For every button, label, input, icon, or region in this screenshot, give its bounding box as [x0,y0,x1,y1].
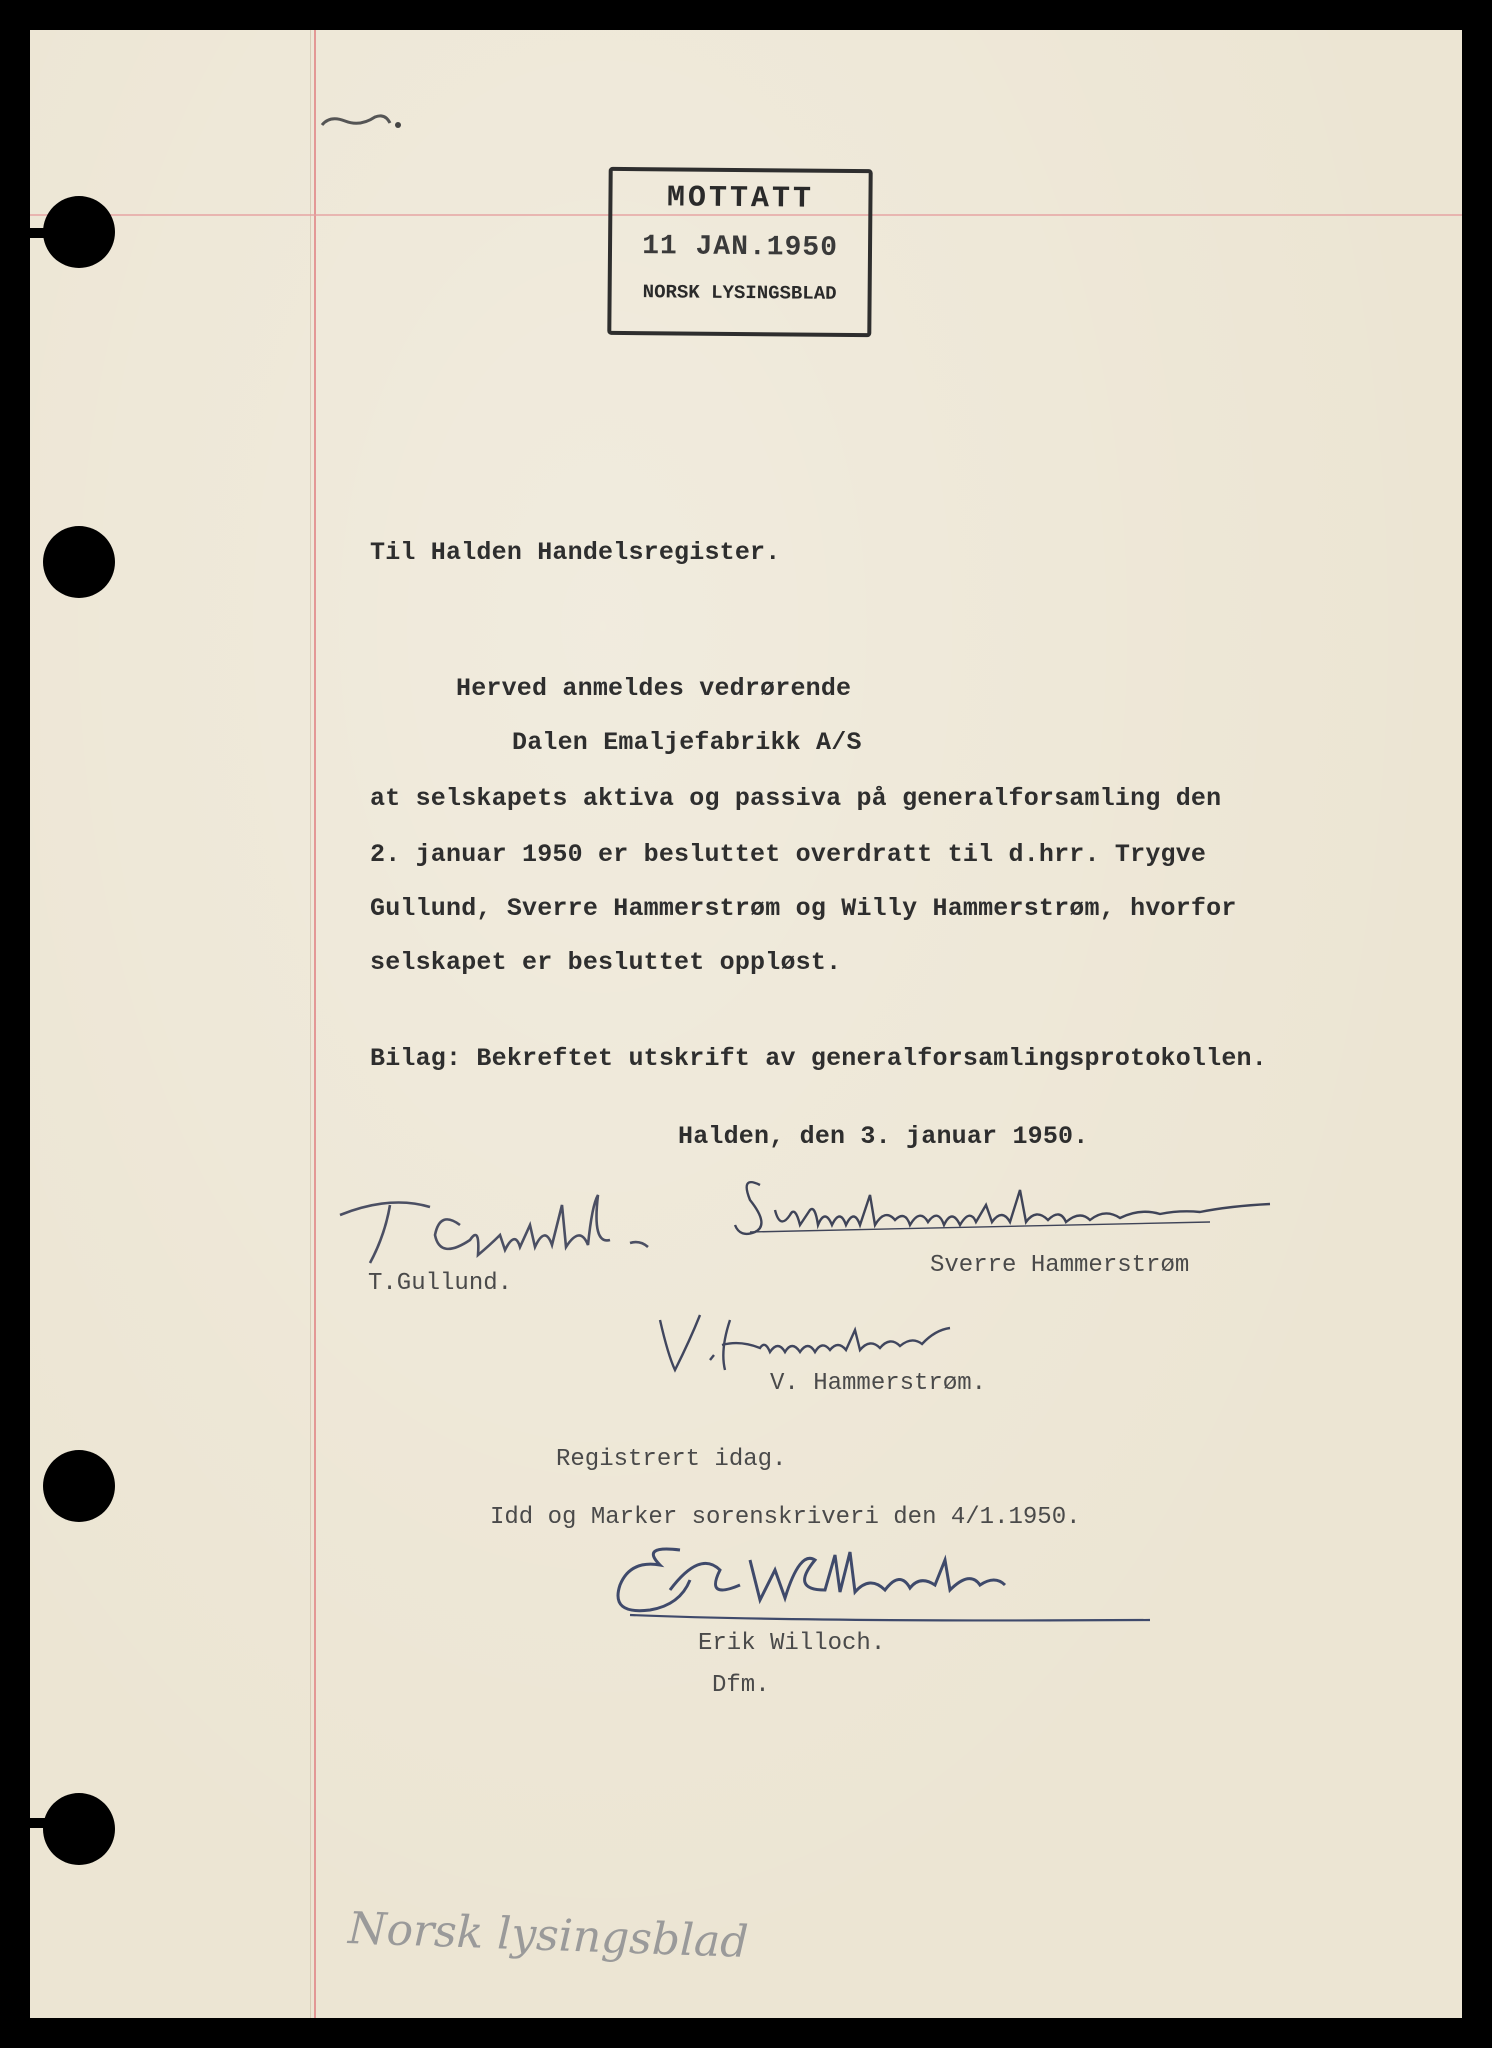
body-line: Gullund, Sverre Hammerstrøm og Willy Hammerstrøm, hvorfor [370,894,1237,923]
signatory-3-name: V. Hammerstrøm. [770,1370,987,1397]
punch-hole-notch [0,1818,50,1828]
officer-title: Dfm. [712,1672,770,1699]
body-line: 2. januar 1950 er besluttet overdratt til d.hrr. Trygve [370,840,1207,869]
punch-hole [43,1793,115,1865]
document-page [30,30,1462,2018]
signature-v-hammerstrom [650,1300,970,1380]
registration-line-2: Idd og Marker sorenskriveri den 4/1.1950. [490,1504,1081,1531]
handwritten-note: Norsk lysingsblad [347,1903,750,1968]
intro-line: Herved anmeldes vedrørende [456,674,852,703]
registration-line-1: Registrert idag. [556,1446,787,1473]
officer-name: Erik Willoch. [698,1630,886,1657]
company-name: Dalen Emaljefabrikk A/S [512,728,862,757]
signature-erik-willoch [600,1530,1200,1640]
signature-gullund [330,1185,710,1275]
stamp-line-3: NORSK LYSINGSBLAD [642,281,837,305]
margin-rule [314,30,316,2018]
margin-rule-faint [310,30,311,2018]
received-stamp [607,167,872,337]
ink-smudge [320,105,400,135]
stamp-line-2: 11 JAN.1950 [641,231,839,264]
punch-hole [43,196,115,268]
signatory-2-name: Sverre Hammerstrøm [930,1252,1190,1279]
signature-sverre-hammerstrom [730,1170,1290,1250]
body-line: at selskapets aktiva og passiva på generalforsamling den [370,784,1222,813]
punch-hole [43,1450,115,1522]
body-line: selskapet er besluttet oppløst. [370,948,842,977]
addressee: Til Halden Handelsregister. [370,538,781,567]
place-date: Halden, den 3. januar 1950. [678,1122,1089,1151]
attachment-line: Bilag: Bekreftet utskrift av generalforsamlingsprotokollen. [370,1044,1267,1073]
punch-hole [43,526,115,598]
punch-hole-notch [0,228,50,238]
signatory-1-name: T.Gullund. [368,1270,513,1297]
stamp-line-1: MOTTATT [666,181,815,217]
